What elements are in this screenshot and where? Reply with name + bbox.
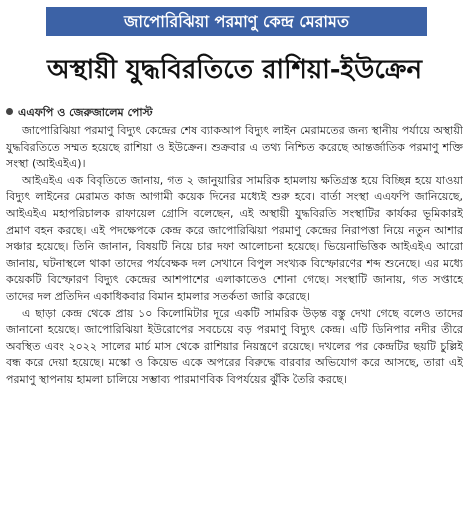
byline (6, 104, 462, 122)
body-paragraph-3: এ ছাড়া কেন্দ্র থেকে প্রায় ১০ কিলোমিটার দূরে একটি সামরিক উড়ন্ত বস্তু দেখা গেছে বলেও তাদের জানানো হয়েছে। জাপোরিঝিয়া ইউরোপের সবচেয়ে বড় পরমাণু বিদ্যুৎ কেন্দ্র। এটি ডিনিপার নদীর তীরে অবস্থিত এবং ২০২২ সালের মার্চ মাস থেকে রাশিয়ার নিয়ন্ত্রণে রয়েছে। দখলের পর কেন্দ্রটির ছয়টি চুল্লিই বন্ধ করে দেয়া হয়েছে। মস্কো ও কিয়েভ একে অপরের বিরুদ্ধে বারবার অভিযোগ করে আসছে, তারা এই পরমাণু স্থাপনায় হামলা চালিয়ে সম্ভাব্য পারমাণবিক বিপর্যয়ের ঝুঁকি তৈরি করছে। (6, 306, 463, 386)
article-headline: অস্থায়ী যুদ্ধবিরতিতে রাশিয়া-ইউক্রেন (46, 55, 423, 85)
body-paragraph-1: জাপোরিঝিয়া পরমাণু বিদ্যুৎ কেন্দ্রের শেষ ব্যাকআপ বিদ্যুৎ লাইন মেরামতের জন্য স্থানীয় পর্যায়ে অস্থায়ী যুদ্ধবিরতিতে সম্মত হয়েছে রাশিয়া ও ইউক্রেন। শুক্রবার এ তথ্য নিশ্চিত করেছে আন্তর্জাতিক পরমাণু শক্তি সংস্থা (আইএইএ)। (6, 124, 463, 171)
article-body (6, 123, 463, 529)
byline-text: এএফপি ও জেরুজালেম পোস্ট (18, 106, 153, 119)
body-paragraph-2: আইএইএ এক বিবৃতিতে জানায়, গত ২ জানুয়ারির সামরিক হামলায় ক্ষতিগ্রস্ত হয়ে বিচ্ছিন্ন হয়ে যাওয়া বিদ্যুৎ লাইনের মেরামত কাজ আগামী কয়েক দিনের মধ্যেই শুরু হবে। বার্তা সংস্থা এএফপি জানিয়েছে, আইএইএ মহাপরিচালক রাফায়েল গ্রোসি বলেছেন, এই অস্থায়ী যুদ্ধবিরতি সংস্থাটির কার্যকর ভূমিকারই প্রমাণ বহন করছে। এই পদক্ষেপকে কেন্দ্র করে জাপোরিঝিয়া পরমাণু কেন্দ্রের নিরাপত্তা নিয়ে নতুন আশার সঞ্চার হয়েছে। তিনি জানান, বিষয়টি নিয়ে চার দফা আলোচনা হয়েছে। ভিয়েনাভিত্তিক আইএইএ আরো জানায়, ঘটনাস্থলে থাকা তাদের পর্যবেক্ষক দল সেখানে বিপুল সংখ্যক বিস্ফোরণের শব্দ শুনেছে। এর মধ্যে কয়েকটি বিস্ফোরণ বিদ্যুৎ কেন্দ্রের আশপাশের এলাকাতেও শোনা গেছে। সংস্থাটি জানায়, গত সপ্তাহে তাদের দল প্রতিদিন একাধিকবার বিমান হামলার সতর্কতা জারি করেছে। (6, 173, 463, 303)
bullet-icon (6, 108, 13, 115)
kicker-banner: জাপোরিঝিয়া পরমাণু কেন্দ্র মেরামত (46, 7, 427, 36)
